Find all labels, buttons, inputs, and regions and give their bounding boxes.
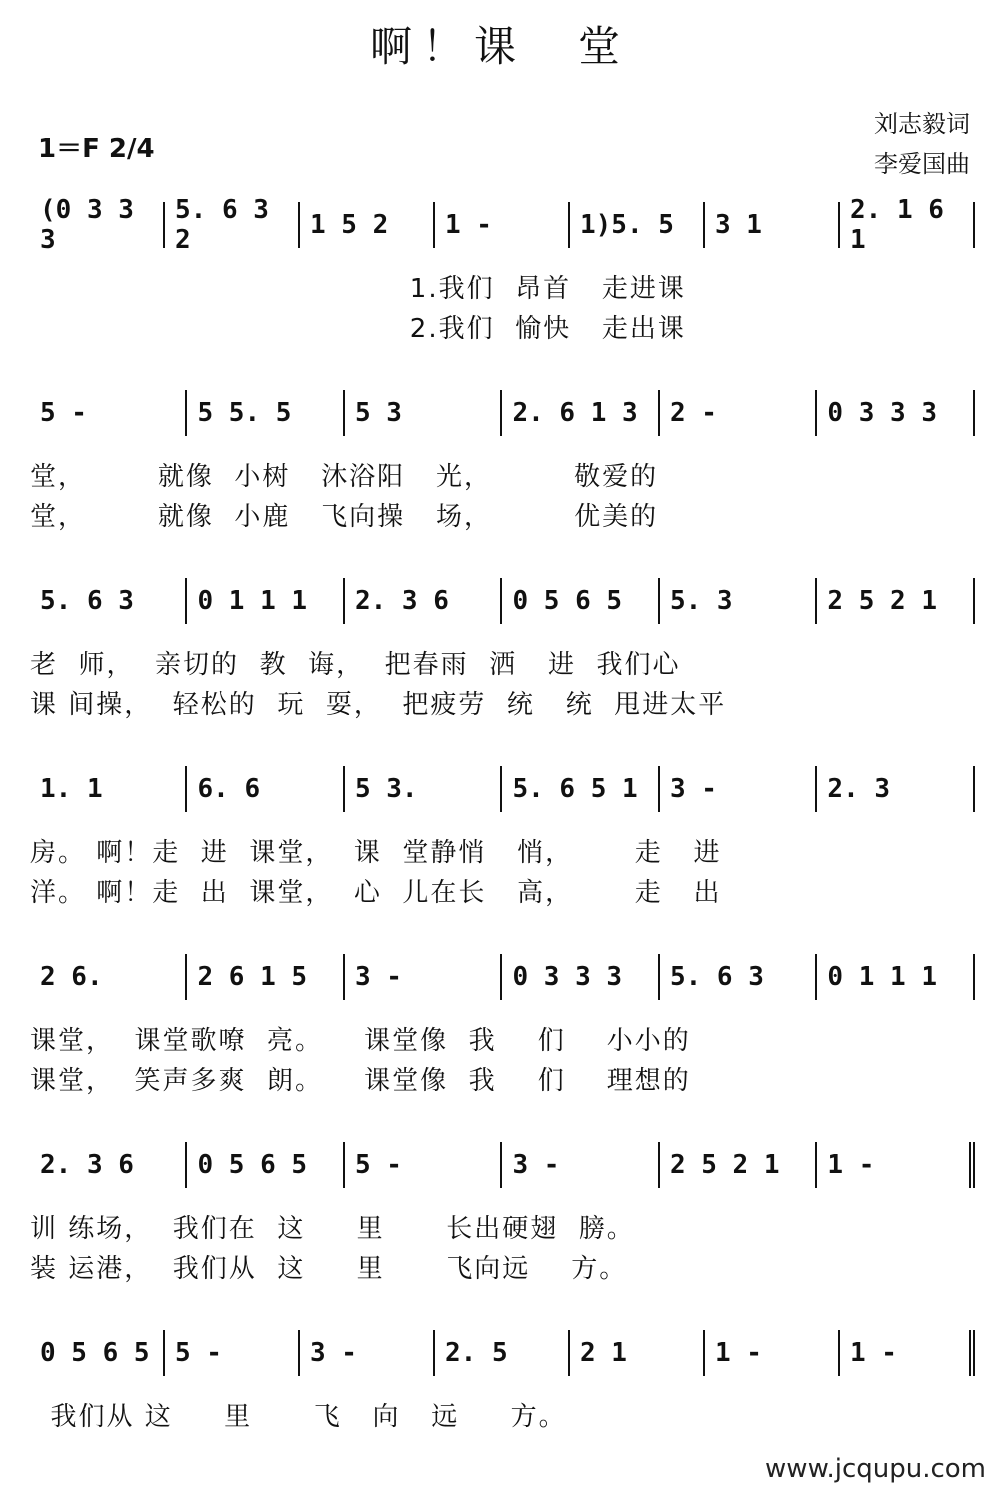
lyric-line: 1.我们 昂首 走进课 xyxy=(30,274,686,304)
score-system xyxy=(30,378,975,566)
lyric-line: 2.我们 愉快 走出课 xyxy=(30,314,686,344)
measure: 2. 3 xyxy=(817,766,974,812)
measure: 0 1 1 1 xyxy=(187,578,344,624)
measure: 1)5. 5 xyxy=(570,202,705,248)
measure: 0 5 6 5 xyxy=(187,1142,344,1188)
notation-line xyxy=(30,390,975,436)
lyric-line: 装 运港， 我们从 这 里 飞向远 方。 xyxy=(30,1254,628,1284)
lyric-line: 课堂， 笑声多爽 朗。 课堂像 我 们 理想的 xyxy=(30,1066,691,1096)
measure: 5. 6 3 2 xyxy=(165,202,300,248)
measure: 5. 6 3 xyxy=(30,578,187,624)
measure: 1 - xyxy=(705,1330,840,1376)
measure: 3 - xyxy=(300,1330,435,1376)
measure: (0 3 3 3 xyxy=(30,202,165,248)
measure: 3 - xyxy=(345,954,502,1000)
notation-line xyxy=(30,766,975,812)
lyric-line: 房。 啊！走 进 课堂， 课 堂静悄 悄， 走 进 xyxy=(30,838,722,868)
score-system xyxy=(30,190,975,378)
measure: 5. 3 xyxy=(660,578,817,624)
key-time-signature xyxy=(38,128,155,165)
measure: 5 - xyxy=(165,1330,300,1376)
score xyxy=(30,190,975,1506)
credits xyxy=(874,104,970,184)
measure: 2. 1 6 1 xyxy=(840,202,975,248)
measure: 3 - xyxy=(660,766,817,812)
measure: 1 - xyxy=(435,202,570,248)
measure: 3 1 xyxy=(705,202,840,248)
measure: 2 6 1 5 xyxy=(187,954,344,1000)
key-signature: 1＝F xyxy=(38,134,100,164)
measure: 2. 3 6 xyxy=(30,1142,187,1188)
score-system xyxy=(30,754,975,942)
lyric-line: 训 练场， 我们在 这 里 长出硬翅 膀。 xyxy=(30,1214,635,1244)
lyric-line: 我们从 这 里 飞 向 远 方。 xyxy=(30,1402,567,1432)
measure: 2. 6 1 3 xyxy=(502,390,659,436)
song-title: 啊！课 堂 xyxy=(369,22,630,71)
measure: 5 - xyxy=(30,390,187,436)
lyric-line: 课 间操， 轻松的 玩 耍， 把疲劳 统 统 甩进太平 xyxy=(30,690,727,720)
lyric-line: 老 师， 亲切的 教 诲， 把春雨 洒 进 我们心 xyxy=(30,650,681,680)
measure: 1 - xyxy=(840,1330,975,1376)
measure: 0 1 1 1 xyxy=(817,954,974,1000)
notation-line xyxy=(30,1142,975,1188)
measure: 2 1 xyxy=(570,1330,705,1376)
lyricist: 刘志毅词 xyxy=(874,110,970,138)
notation-line xyxy=(30,195,975,255)
measure: 1. 1 xyxy=(30,766,187,812)
composer: 李爱国曲 xyxy=(874,150,970,178)
score-system xyxy=(30,1130,975,1318)
lyric-line: 堂， 就像 小树 沐浴阳 光， 敬爱的 xyxy=(30,462,659,492)
measure: 0 5 6 5 xyxy=(502,578,659,624)
measure: 5 3. xyxy=(345,766,502,812)
measure: 1 - xyxy=(817,1142,974,1188)
measure: 1 5 2 xyxy=(300,202,435,248)
measure: 5. 6 3 xyxy=(660,954,817,1000)
measure: 2 5 2 1 xyxy=(817,578,974,624)
notation-line xyxy=(30,1330,975,1376)
notation-line xyxy=(30,578,975,624)
score-system xyxy=(30,566,975,754)
lyric-line: 洋。 啊！走 出 课堂， 心 儿在长 高， 走 出 xyxy=(30,878,722,908)
lyric-line: 堂， 就像 小鹿 飞向操 场， 优美的 xyxy=(30,502,659,532)
measure: 2 - xyxy=(660,390,817,436)
score-system xyxy=(30,942,975,1130)
lyric-line: 课堂， 课堂歌嘹 亮。 课堂像 我 们 小小的 xyxy=(30,1026,691,1056)
measure: 5 5. 5 xyxy=(187,390,344,436)
measure: 2. 5 xyxy=(435,1330,570,1376)
measure: 2. 3 6 xyxy=(345,578,502,624)
measure: 3 - xyxy=(502,1142,659,1188)
measure: 2 5 2 1 xyxy=(660,1142,817,1188)
measure: 5 3 xyxy=(345,390,502,436)
notation-line xyxy=(30,954,975,1000)
measure: 6. 6 xyxy=(187,766,344,812)
measure: 0 3 3 3 xyxy=(502,954,659,1000)
measure: 0 5 6 5 xyxy=(30,1330,165,1376)
watermark: www.jcqupu.com xyxy=(765,1454,986,1484)
measure: 0 3 3 3 xyxy=(817,390,974,436)
measure: 2 6. xyxy=(30,954,187,1000)
measure: 5 - xyxy=(345,1142,502,1188)
measure: 5. 6 5 1 xyxy=(502,766,659,812)
time-signature: 2/4 xyxy=(108,134,155,164)
